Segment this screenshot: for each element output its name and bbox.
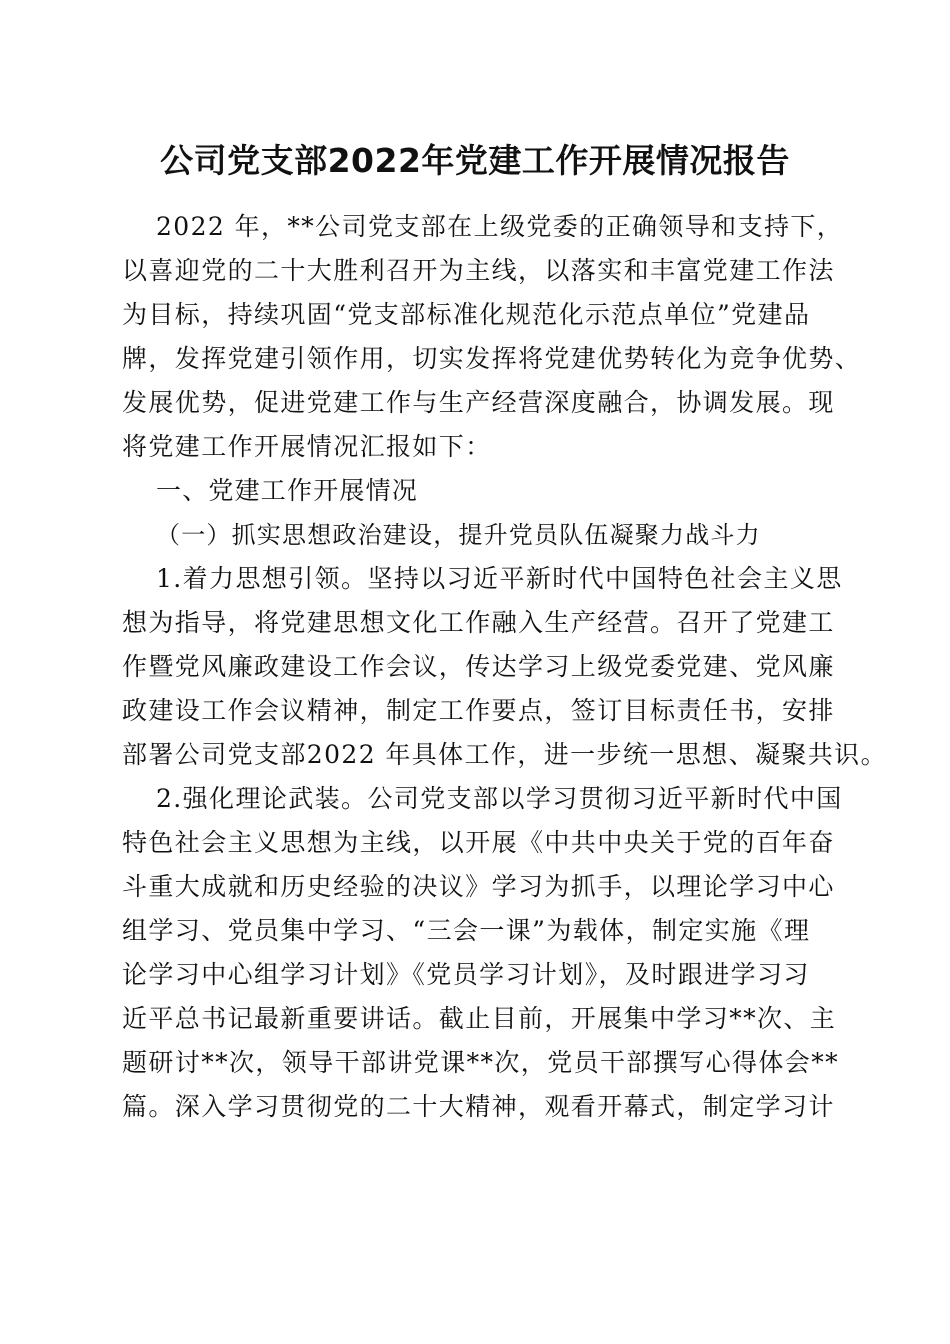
item-2-line-2: 特色社会主义思想为主线，以开展《中共中央关于党的百年奋 xyxy=(122,828,835,857)
item-1-line-4: 政建设工作会议精神，制定工作要点，签订目标责任书，安排 xyxy=(122,696,835,725)
item-2-line-7: 题研讨**次，领导干部讲党课**次，党员干部撰写心得体会** xyxy=(122,1048,840,1077)
item-1-line-5: 部署公司党支部2022 年具体工作，进一步统一思想、凝聚共识。 xyxy=(122,740,887,769)
item-2-line-5: 论学习中心组学习计划》《党员学习计划》，及时跟进学习习 xyxy=(122,960,810,989)
intro-line-1: 2022 年，**公司党支部在上级党委的正确领导和支持下， xyxy=(156,212,844,241)
intro-line-5: 发展优势，促进党建工作与生产经营深度融合，协调发展。现 xyxy=(122,388,835,417)
item-2-line-8: 篇。深入学习贯彻党的二十大精神，观看开幕式，制定学习计 xyxy=(122,1092,835,1121)
item-2-line-4: 组学习、党员集中学习、“三会一课”为载体，制定实施《理 xyxy=(122,916,811,945)
item-1-line-3: 作暨党风廉政建设工作会议，传达学习上级党委党建、党风廉 xyxy=(122,652,835,681)
intro-line-3: 为目标，持续巩固“党支部标准化规范化示范点单位”党建品 xyxy=(122,300,811,329)
item-2-line-3: 斗重大成就和历史经验的决议》学习为抓手，以理论学习中心 xyxy=(122,872,835,901)
item-2-line-1: 2.强化理论武装。公司党支部以学习贯彻习近平新时代中国 xyxy=(156,784,843,813)
intro-line-2: 以喜迎党的二十大胜利召开为主线，以落实和丰富党建工作法 xyxy=(122,256,835,285)
document-title: 公司党支部2022年党建工作开展情况报告 xyxy=(160,141,790,180)
section-1-heading: 一、党建工作开展情况 xyxy=(156,476,419,505)
intro-line-4: 牌，发挥党建引领作用，切实发挥将党建优势转化为竞争优势、 xyxy=(122,344,862,373)
item-1-line-2: 想为指导，将党建思想文化工作融入生产经营。召开了党建工 xyxy=(122,608,835,637)
subsection-1-heading: （一）抓实思想政治建设，提升党员队伍凝聚力战斗力 xyxy=(156,521,761,549)
item-1-line-1: 1.着力思想引领。坚持以习近平新时代中国特色社会主义思 xyxy=(156,564,843,593)
intro-line-6: 将党建工作开展情况汇报如下： xyxy=(122,432,492,461)
item-2-line-6: 近平总书记最新重要讲话。截止目前，开展集中学习**次、主 xyxy=(122,1004,837,1033)
